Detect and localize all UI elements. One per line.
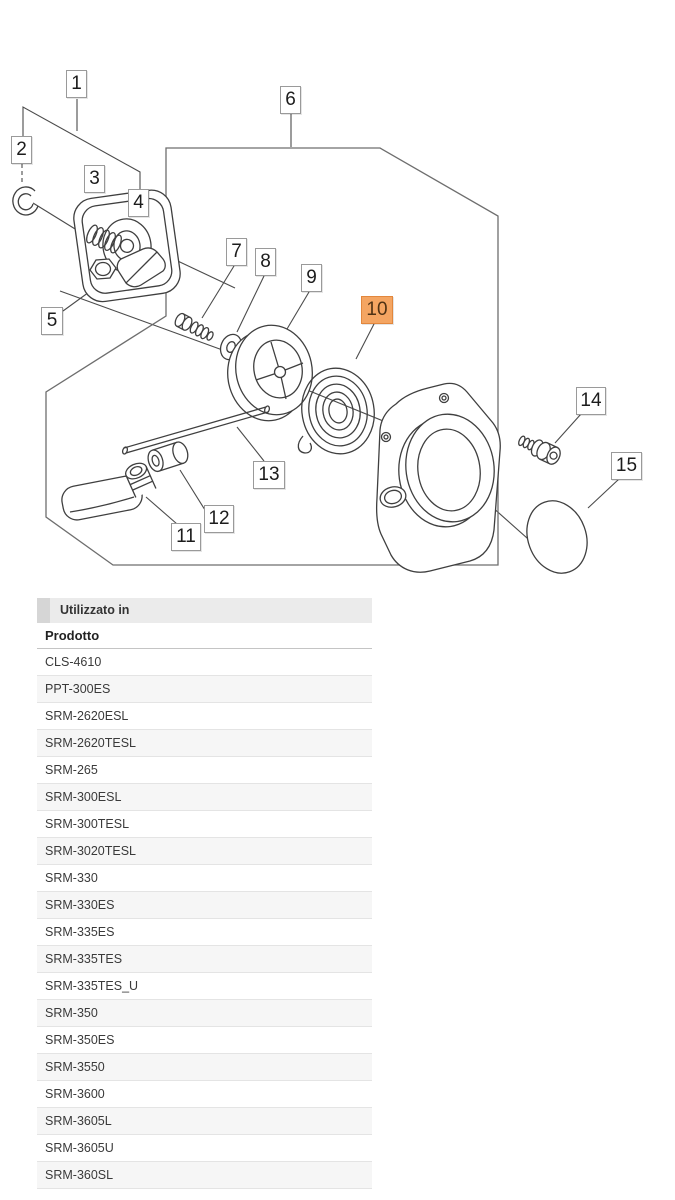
callout-15[interactable]: 15 — [611, 452, 642, 480]
callout-12[interactable]: 12 — [204, 505, 234, 533]
callout-6[interactable]: 6 — [280, 86, 301, 114]
product-row[interactable]: SRM-2620ESL — [37, 703, 372, 730]
product-row[interactable]: SRM-3605U — [37, 1135, 372, 1162]
screw-drawing — [173, 312, 215, 343]
callout-5[interactable]: 5 — [41, 307, 63, 335]
product-row[interactable]: SRM-300TESL — [37, 811, 372, 838]
product-row[interactable]: SRM-350 — [37, 1000, 372, 1027]
product-row[interactable]: SRM-3600 — [37, 1081, 372, 1108]
product-row[interactable]: SRM-330 — [37, 865, 372, 892]
product-row[interactable]: SRM-350ES — [37, 1027, 372, 1054]
product-row[interactable]: SRM-265 — [37, 757, 372, 784]
callout-10-highlighted[interactable]: 10 — [361, 296, 393, 324]
products-table — [37, 623, 372, 1189]
starter-handle-drawing — [59, 460, 155, 522]
product-row[interactable]: SRM-300ESL — [37, 784, 372, 811]
product-row[interactable]: SRM-3550 — [37, 1054, 372, 1081]
callout-4[interactable]: 4 — [128, 189, 149, 217]
product-row[interactable]: SRM-335TES — [37, 946, 372, 973]
callout-7[interactable]: 7 — [226, 238, 247, 266]
used-in-header-bar — [37, 598, 372, 623]
product-row[interactable]: PPT-300ES — [37, 676, 372, 703]
starter-cover-plate-drawing — [71, 188, 183, 305]
callout-3[interactable]: 3 — [84, 165, 105, 193]
column-header-prodotto: Prodotto — [37, 623, 372, 649]
cap-oval-drawing — [517, 492, 597, 580]
callout-8[interactable]: 8 — [255, 248, 276, 276]
product-row[interactable]: SRM-3020TESL — [37, 838, 372, 865]
bolt-drawing — [516, 432, 563, 467]
callout-14[interactable]: 14 — [576, 387, 606, 415]
product-row[interactable]: SRM-360SL — [37, 1162, 372, 1189]
callout-11[interactable]: 11 — [171, 523, 201, 551]
product-row[interactable]: CLS-4610 — [37, 649, 372, 676]
product-row[interactable]: SRM-3605L — [37, 1108, 372, 1135]
used-in-title: Utilizzato in — [60, 603, 130, 617]
e-clip-drawing — [13, 187, 38, 215]
product-row[interactable]: SRM-2620TESL — [37, 730, 372, 757]
rope-drawing — [122, 405, 270, 454]
callout-9[interactable]: 9 — [301, 264, 322, 292]
product-row[interactable]: SRM-330ES — [37, 892, 372, 919]
diagram-line-art — [0, 0, 675, 580]
header-accent-square — [37, 598, 50, 623]
product-row[interactable]: SRM-335ES — [37, 919, 372, 946]
callout-1[interactable]: 1 — [66, 70, 87, 98]
callout-13[interactable]: 13 — [253, 461, 285, 489]
exploded-parts-diagram — [0, 0, 675, 580]
product-row[interactable]: SRM-335TES_U — [37, 973, 372, 1000]
starter-case-drawing — [377, 383, 501, 572]
used-in-section — [37, 598, 372, 1189]
callout-2[interactable]: 2 — [11, 136, 32, 164]
